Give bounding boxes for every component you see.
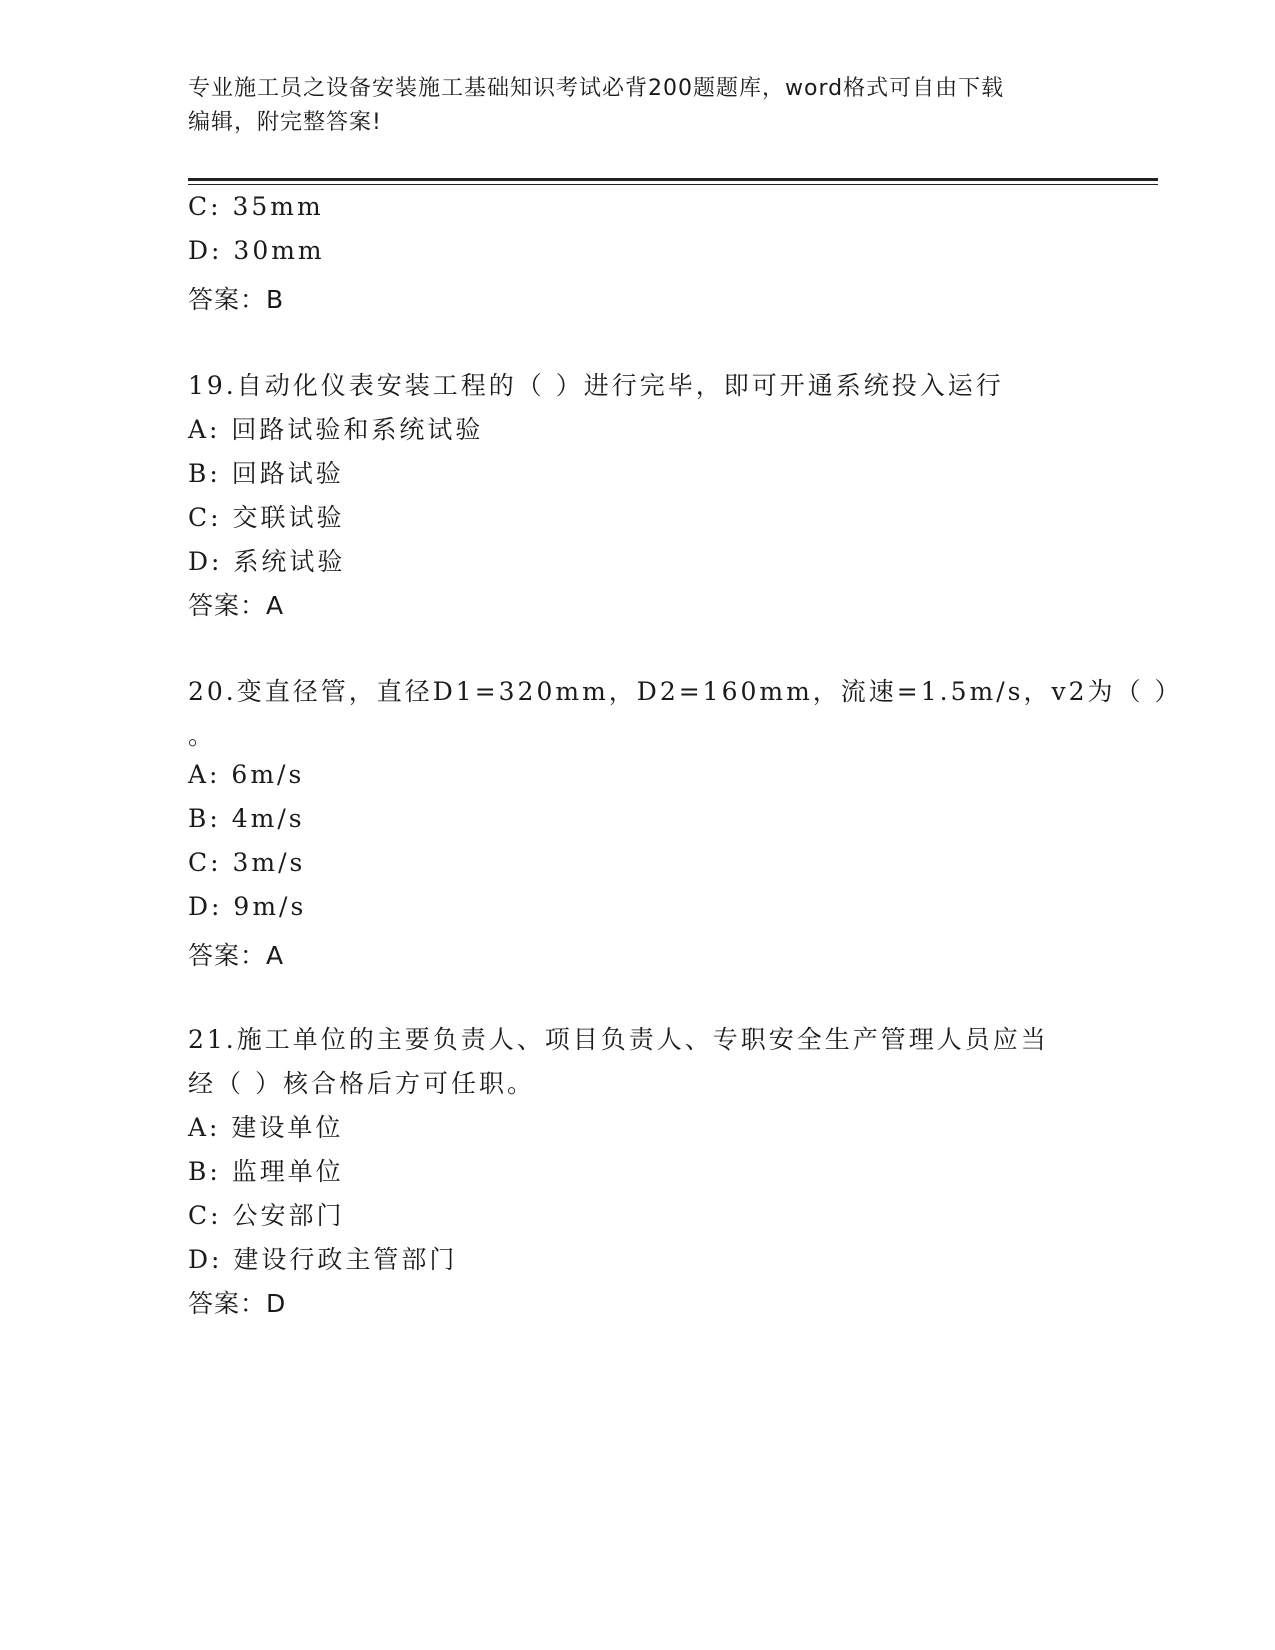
- prev-answer: 答案：B: [188, 285, 285, 314]
- q19-option-a: A: 回路试验和系统试验: [188, 415, 484, 444]
- q21-stem-line-2: 经（ ）核合格后方可任职。: [188, 1069, 535, 1098]
- q21-stem-line-1: 21.施工单位的主要负责人、项目负责人、专职安全生产管理人员应当: [188, 1025, 1049, 1054]
- header-line-1: 专业施工员之设备安装施工基础知识考试必背200题题库，word格式可自由下载: [188, 76, 1005, 101]
- q19-option-b: B: 回路试验: [188, 459, 344, 488]
- q21-option-b: B: 监理单位: [188, 1157, 344, 1186]
- document-header: [188, 72, 1068, 140]
- q19-stem: 19.自动化仪表安装工程的（ ）进行完毕，即可开通系统投入运行: [188, 371, 1004, 400]
- q19-option-c: C: 交联试验: [188, 503, 345, 532]
- q20-option-b: B: 4m/s: [188, 804, 305, 833]
- q20-answer: 答案：A: [188, 941, 285, 970]
- q21-option-a: A: 建设单位: [188, 1113, 344, 1142]
- q21-option-c: C: 公安部门: [188, 1201, 345, 1230]
- q20-option-a: A: 6m/s: [188, 760, 305, 789]
- q21-option-d: D: 建设行政主管部门: [188, 1245, 458, 1274]
- prev-option-c: C: 35mm: [188, 192, 324, 221]
- q20-option-c: C: 3m/s: [188, 848, 306, 877]
- header-line-2: 编辑，附完整答案!: [188, 110, 382, 135]
- q19-answer: 答案：A: [188, 591, 285, 620]
- q19-option-d: D: 系统试验: [188, 547, 346, 576]
- header-rule-thick: [188, 178, 1158, 181]
- q20-option-d: D: 9m/s: [188, 892, 307, 921]
- q20-stem-continuation: 。: [188, 721, 217, 750]
- prev-option-d: D: 30mm: [188, 236, 325, 265]
- header-rule-thin: [188, 184, 1158, 185]
- q20-stem: 20.变直径管，直径D1=320mm，D2=160mm，流速=1.5m/s，v2为（ ）: [188, 677, 1183, 706]
- q21-answer: 答案：D: [188, 1289, 287, 1318]
